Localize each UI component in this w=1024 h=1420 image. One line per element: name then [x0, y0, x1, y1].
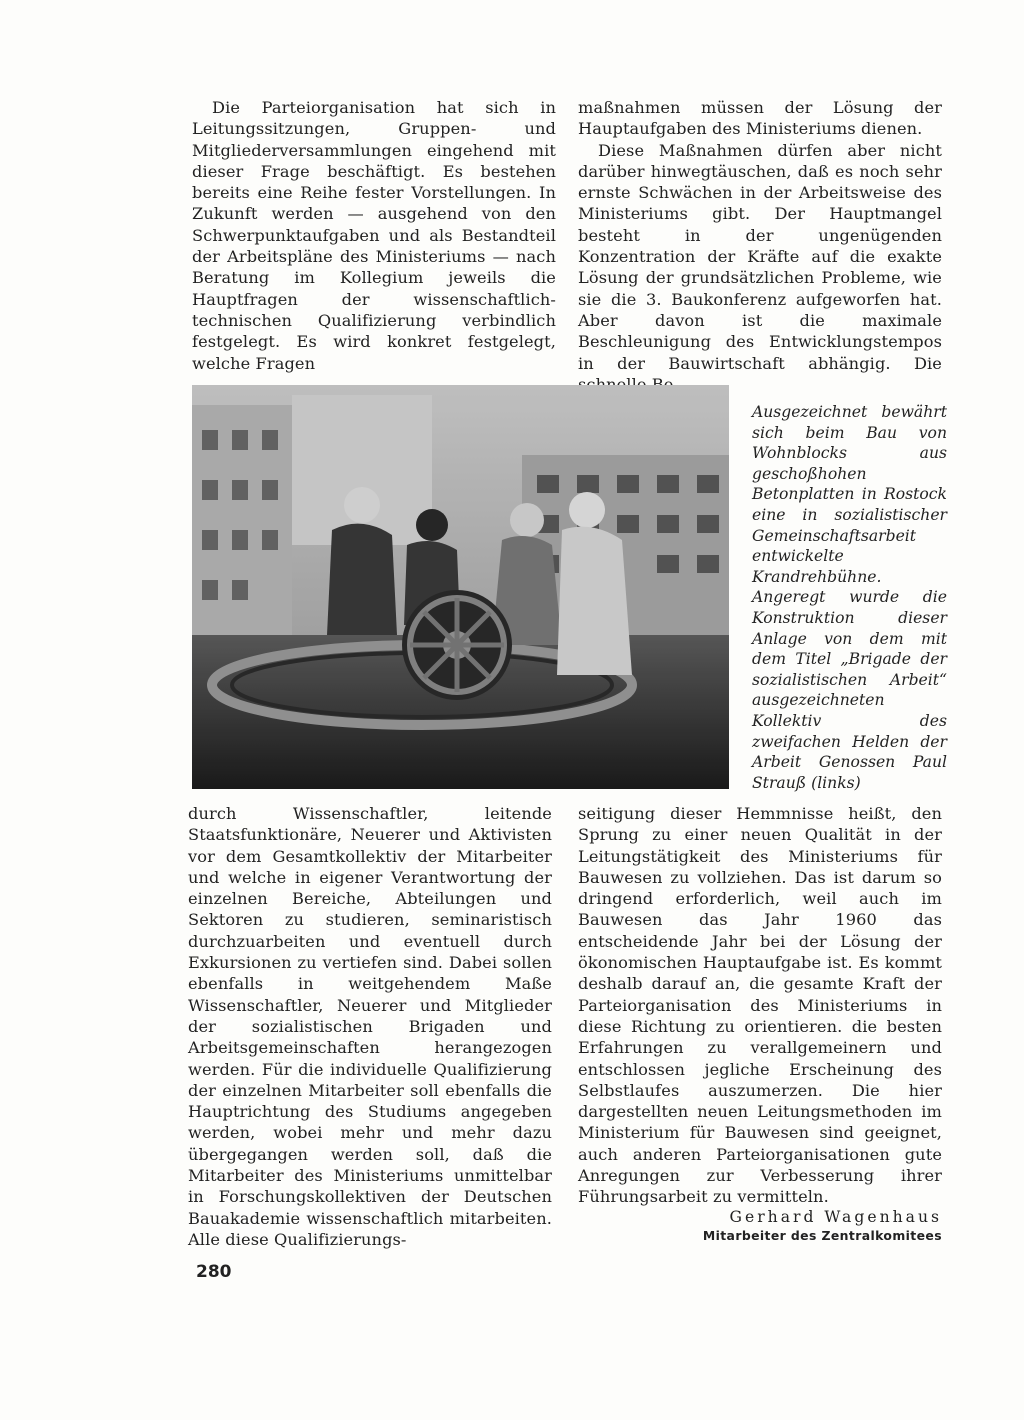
article-column-top-right [578, 97, 942, 395]
paragraph: Diese Maßnahmen dürfen aber nicht darüber hinwegtäuschen, daß es noch sehr ernste Schwächen in der Arbeitsweise des Ministeriums gibt. Der Hauptmangel besteht in der ungenügenden Konzentration der Kräfte auf die exakte Lösung der grundsätzlichen Probleme, wie sie die 3. Baukonferenz aufgeworfen hat. Aber davon ist die maximale Beschleunigung des Entwicklungstempos in der Bauwirtschaft abhängig. Die [578, 140, 942, 373]
article-column-top-left [192, 97, 556, 374]
paragraph: Die Parteiorganisation hat sich in Leitungssitzungen, Gruppen- und Mitgliederversammlungen eingehend mit dieser Frage beschäftigt. Es bestehen bereits eine Reihe fester Vorstellungen. In Zukunft werden — ausgehend von den Schwerpunktaufgaben und als Bestandteil der Arbeitspläne des Ministeriums — nach Beratung im Kollegium jeweils die Hauptfragen der wissenschaftlich-technischen Qualifizierung verbindlich festgelegt. Es wird konkret festgelegt, welche Fragen [192, 98, 556, 373]
paragraph: seitigung dieser Hemmnisse heißt, den Sprung zu einer neuen Qualität in der Leitungstätigkeit des Ministeriums für Bauwesen zu vollziehen. Das ist darum so dringend erforderlich, weil auch im Bauwesen das Jahr 1960 das entscheidende Jahr bei der Lösung der ökonomischen Hauptaufgabe ist. Es kommt deshalb darauf an, die gesamte Kraft der Parteiorganisation des Ministeriums in diese Richtung zu orientieren. die besten Erfahrungen zu verallgemeinern und entschlossen jegliche Erscheinung des Selbstlaufes auszumerzen. Die hier dargestellten neuen Leitungsmethoden im Ministerium für Bauwesen sind geeignet, auch anderen Parteiorganisationen gute Anregungen zur Verbesserung ihrer Führungsarbeit zu vermitteln. [578, 804, 942, 1207]
author-signature [620, 1208, 942, 1243]
photo-caption [752, 402, 947, 793]
paragraph: maßnahmen müssen der Lösung der Hauptaufgaben des Ministeriums dienen. [578, 98, 942, 139]
page-number: 280 [196, 1262, 232, 1282]
article-column-bottom-right [578, 803, 942, 1208]
paragraph: durch Wissenschaftler, leitende Staatsfunktionäre, Neuerer und Aktivisten vor dem Gesamtkollektiv der Mitarbeiter und welche in eigener Verantwortung der einzelnen Bereiche, Abteilungen und Sektoren zu studieren, seminaristisch durchzuarbeiten und eventuell durch Exkursionen zu vertiefen sind. Dabei sollen ebenfalls in weitgehendem Maße Wissenschaftler, Neuerer und Mitglieder der sozialistischen Brigaden und Arbeitsgemeinschaften herangezogen werden. Für die individuelle Qualifizierung der einzelnen Mitarbeiter soll ebenfalls die Hauptrichtung des Studiums angegeben werden, wobei mehr und mehr dazu übergegangen werden soll, daß die Mitarbeiter des Ministeriums unmittelbar in Forschungskollektiven der Deutschen Bauakademie wissenschaftlich mitarbeiten. Alle diese Qualifizierungs- [188, 804, 552, 1249]
author-name: Gerhard Wagenhaus [729, 1208, 942, 1226]
caption-text: Ausgezeichnet bewährt sich beim Bau von Wohnblocks aus geschoßhohen Betonplatten in Rostock eine in sozialistischer Gemeinschaftsarbeit entwickelte Krandrehbühne. Angeregt wurde die Konstruktion dieser Anlage von dem mit dem Titel „Brigade der sozialistischen Arbeit“ ausgezeichneten Kollektiv des zweifachen Helden der Arbeit Genossen Paul Strauß (links) [752, 403, 947, 792]
article-column-bottom-left [188, 803, 552, 1250]
article-photo [192, 385, 729, 789]
author-role: Mitarbeiter des Zentralkomitees [702, 1228, 942, 1243]
